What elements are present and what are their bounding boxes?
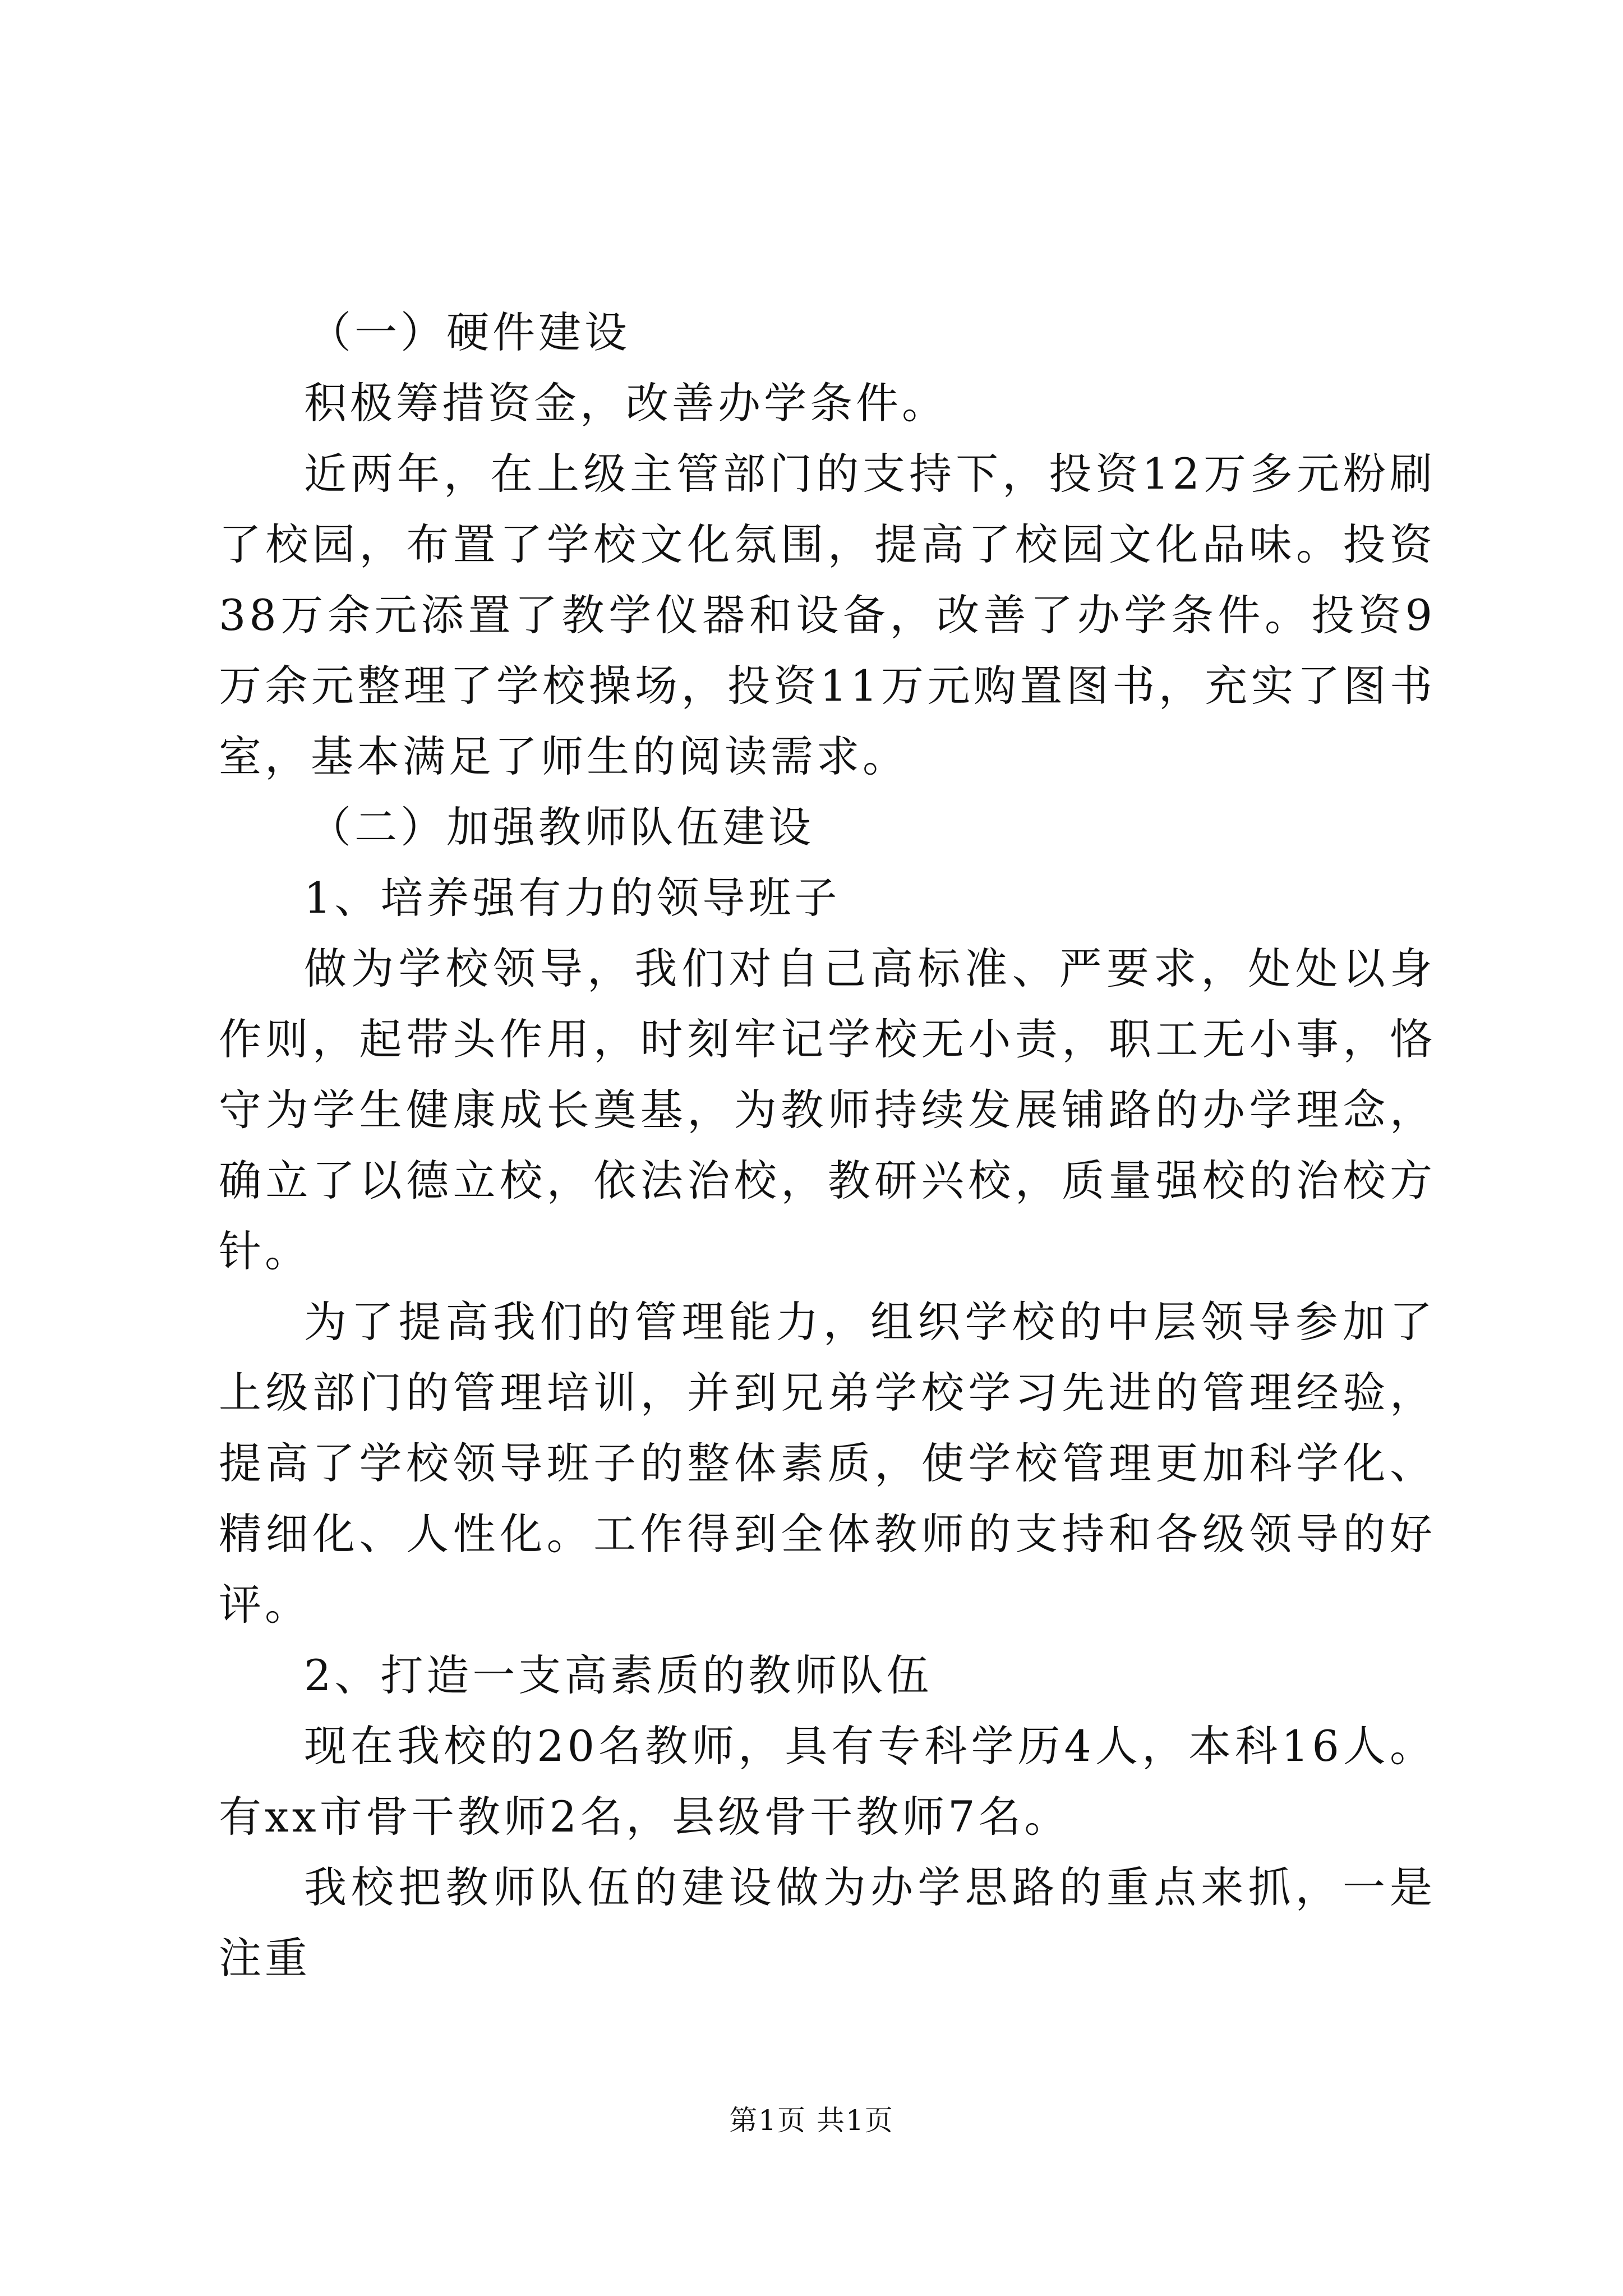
paragraph: 做为学校领导，我们对自己高标准、严要求，处处以身作则，起带头作用，时刻牢记学校无小责，职工无小事，恪守为学生健康成长奠基，为教师持续发展铺路的办学理念，确立了以德立校，依法治校，教研兴校，质量强校的治校方针。 [219,944,1436,1276]
page-number-footer: 第1页 共1页 [729,2104,894,2137]
paragraph: 积极筹措资金，改善办学条件。 [304,378,948,428]
paragraph: 现在我校的20名教师，具有专科学历4人，本科16人。有xx市骨干教师2名，县级骨干教师7名。 [219,1721,1436,1842]
section-heading-teachers: （二）加强教师队伍建设 [308,802,814,852]
paragraph: 我校把教师队伍的建设做为办学思路的重点来抓，一是注重 [219,1862,1436,1983]
subheading-teacher-team: 2、打造一支高素质的教师队伍 [304,1650,933,1700]
section-heading-hardware: （一）硬件建设 [308,307,630,357]
document-body [219,297,1436,1994]
subheading-leadership: 1、培养强有力的领导班子 [304,873,841,923]
paragraph: 为了提高我们的管理能力，组织学校的中层领导参加了上级部门的管理培训，并到兄弟学校学习先进的管理经验，提高了学校领导班子的整体素质，使学校管理更加科学化、精细化、人性化。工作得到全体教师的支持和各级领导的好评。 [219,1297,1436,1630]
paragraph: 近两年，在上级主管部门的支持下，投资12万多元粉刷了校园，布置了学校文化氛围，提高了校园文化品味。投资38万余元添置了教学仪器和设备，改善了办学条件。投资9万余元整理了学校操场，投资11万元购置图书，充实了图书室，基本满足了师生的阅读需求。 [219,449,1436,781]
